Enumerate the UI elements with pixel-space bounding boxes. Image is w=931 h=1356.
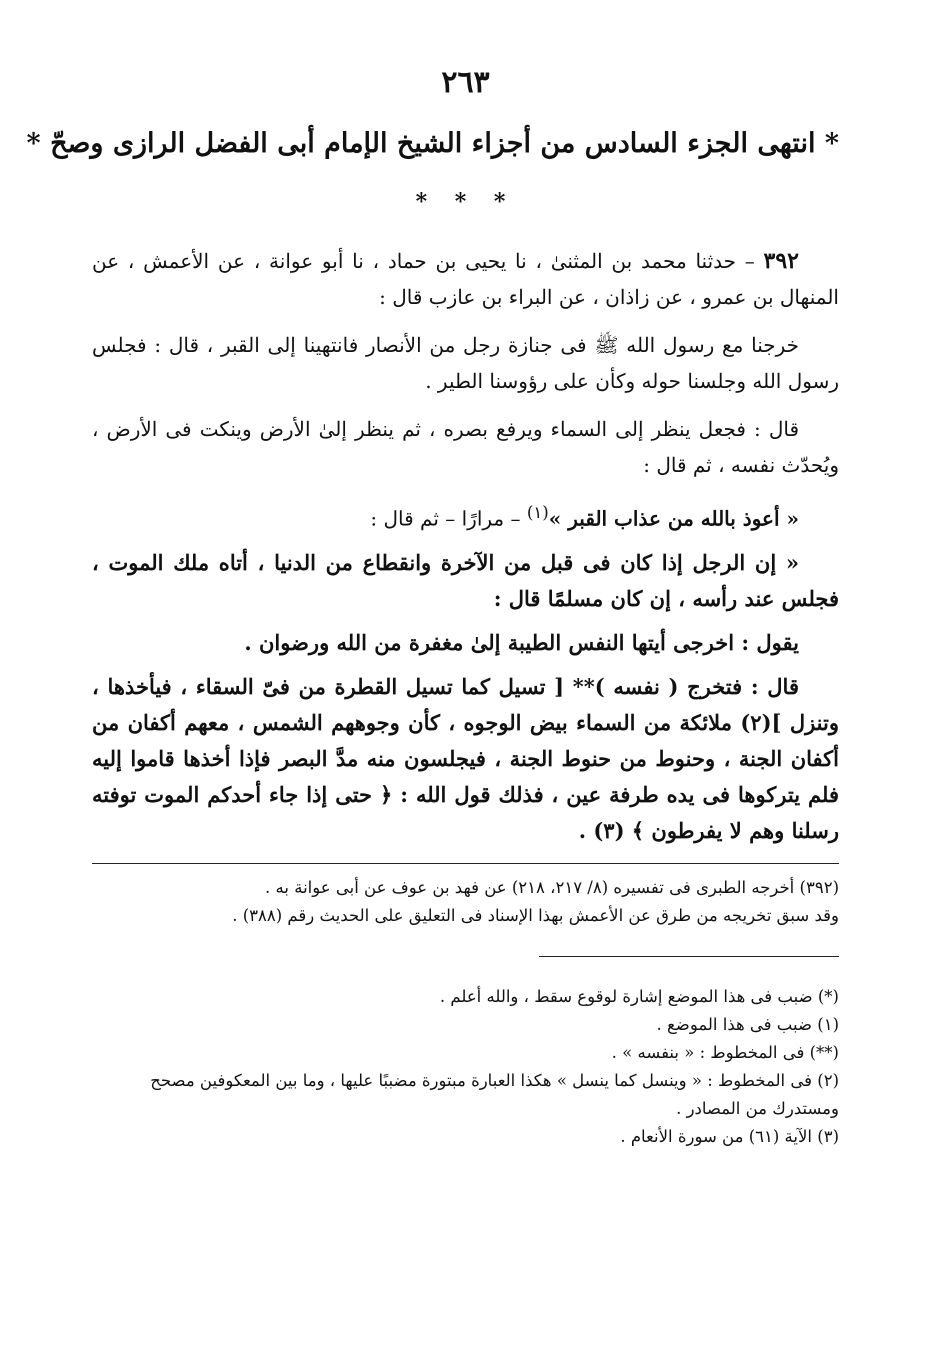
hadith-paragraph-1: خرجنا مع رسول الله ﷺ فى جنازة رجل من الأنصار فانتهينا إلى القبر ، قال : فجلس رسول الله وجلسنا حوله وكأن على رؤوسنا الطير . [92,333,839,393]
hadith-paragraph-5: يقول : اخرجى أيتها النفس الطيبة إلىٰ مغفرة من الله ورضوان . [244,629,799,655]
footnote-2: (٢) فى المخطوط : « وينسل كما ينسل » هكذا العبارة مبتورة مضببًا عليها ، وما بين المعكوفين مصحح ومستدرك من المصادر . [150,1070,839,1118]
footnote-3: (٣) الآية (٦١) من سورة الأنعام . [620,1126,839,1146]
hadith-paragraph-2: قال : فجعل ينظر إلى السماء ويرفع بصره ، ثم ينظر إلىٰ الأرض وينكت فى الأرض ، ويُحدّث نفسه ، ثم قال : [92,417,839,477]
paragraph-3-rest: – مرارًا – ثم قال : [370,506,527,531]
page-number: ٢٦٣ [441,65,490,100]
takhrij-line-1: (٣٩٢) أخرجه الطبرى فى تفسيره (٨/ ٢١٧، ٢١٨) عن فهد بن عوف عن أبى عوانة به . [265,877,839,897]
takhrij-line-2: وقد سبق تخريجه من طرق عن الأعمش بهذا الإسناد فى التعليق على الحديث رقم (٣٨٨) . [232,905,839,925]
separator: * * * [415,189,516,215]
isti'adha-text: « أعوذ بالله من عذاب القبر » [548,506,799,531]
footnotes-divider [539,956,839,957]
isnad-text: – حدثنا محمد بن المثنىٰ ، نا يحيى بن حماد ، نا أبو عوانة ، عن الأعمش ، عن المنهال بن عمرو ، عن زاذان ، عن البراء بن عازب قال : [92,249,839,309]
hadith-paragraph-4: « إن الرجل إذا كان فى قبل من الآخرة وانقطاع من الدنيا ، أتاه ملك الموت ، فجلس عند رأسه ، إن كان مسلمًا قال : [92,549,839,611]
footnotes [92,983,839,1151]
takhrij-notes [92,874,839,930]
footnote-1: (١) ضبب فى هذا الموضع . [656,1014,839,1034]
hadith-number: ٣٩٢ [763,248,799,274]
hadith-isnad [92,243,839,315]
hadith-paragraph-6: قال : فتخرج ( نفسه )** [ تسيل كما تسيل القطرة من فىّ السقاء ، فيأخذها ، وتنزل ](٢) ملائكة من السماء بيض الوجوه ، كأن وجوههم الشمس ، معهم أكفان من أكفان الجنة ، وحنوط من حنوط الجنة ، فيجلسون منه مدَّ البصر فإذا أخذها قاموا إليه فلم يتركوها فى يده طرفة عين ، فذلك قول الله : ﴿ حتى إذا جاء أحدكم الموت توفته رسلنا وهم لا يفرطون ﴾ (٣) . [92,673,839,843]
footnote-marker-1: (١) [526,503,549,522]
footnote-double-star: (**) فى المخطوط : « بنفسه » . [611,1042,839,1062]
hadith-paragraph-3 [92,495,839,537]
footnote-star: (*) ضبب فى هذا الموضع إشارة لوقوع سقط ، والله أعلم . [439,986,839,1006]
takhrij-divider [92,863,839,864]
section-end-title: * انتهى الجزء السادس من أجزاء الشيخ الإمام أبى الفضل الرازى وصحّ * [26,128,839,159]
